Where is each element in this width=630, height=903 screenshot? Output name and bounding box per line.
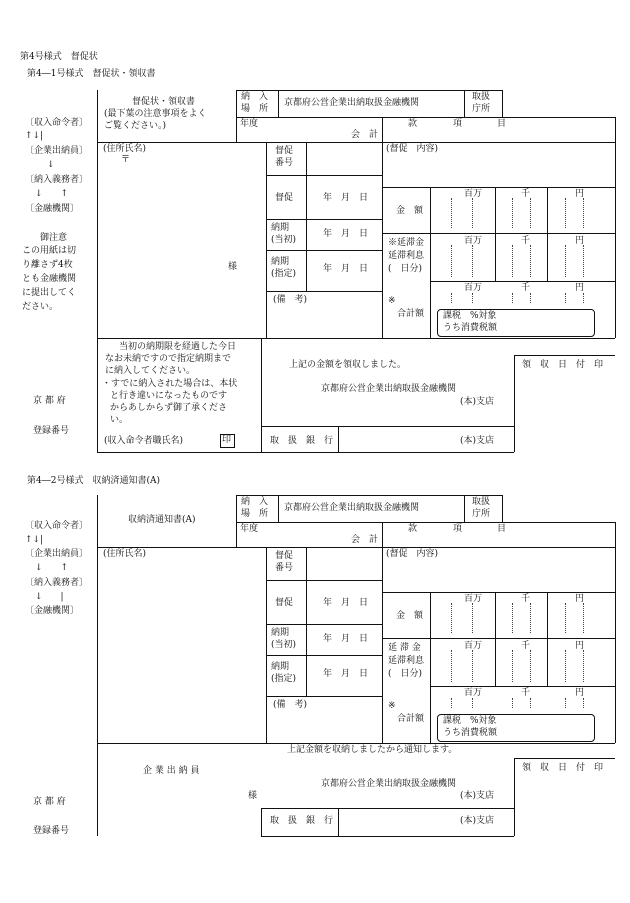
registration-number-label: 登録番号 <box>33 826 70 836</box>
form1-title-note: ご覧ください。) <box>104 121 167 131</box>
unit-million: 百万 <box>464 236 483 246</box>
due-initial-label: 納期 <box>271 628 290 638</box>
unit-yen: 円 <box>575 688 585 698</box>
tax-label: 課税 %対象 <box>443 311 497 321</box>
routing-5: 〔納入義務者〕 <box>25 175 89 185</box>
address-name-label: (住所氏名) <box>103 549 147 559</box>
prefecture-label: 京 都 府 <box>33 396 66 406</box>
unit-yen: 円 <box>575 189 585 199</box>
kou-label: 項 <box>453 119 463 129</box>
routing-3: 〔企業出納員〕 <box>25 549 89 559</box>
form2-title: 収納済通知書(A) <box>128 515 196 525</box>
branch-label: (本)支店 <box>460 397 495 407</box>
reminder-date-label: 督促 <box>275 598 294 608</box>
reminder-date-label: 督促 <box>275 193 294 203</box>
unit-thousand: 千 <box>521 236 531 246</box>
form2-subheading: 第4―2号様式 収納済通知書(A) <box>27 476 160 486</box>
delinquency-label: 延滞利息 <box>388 251 425 261</box>
note-mark: ※ <box>388 296 396 306</box>
amount-label: 金 額 <box>396 206 424 216</box>
notice-line: ・すでに納入された場合は、本状 <box>102 379 238 389</box>
note-mark: ※ <box>388 701 396 711</box>
routing-2: ↑↓| <box>25 131 44 141</box>
office-label: 取扱 <box>472 497 491 507</box>
routing-7: 〔金融機関〕 <box>25 204 80 214</box>
notice-line: なお未納ですので指定納期まで <box>105 354 232 364</box>
unit-thousand: 千 <box>521 283 531 293</box>
routing-4: ↓ <box>47 160 55 170</box>
routing-4: ↓ ↑ <box>35 563 69 573</box>
routing-6: ↓ | <box>35 592 64 602</box>
moku-label: 目 <box>497 524 507 534</box>
kan-label: 款 <box>408 119 418 129</box>
delinquency-label: 延 滞 金 <box>388 643 421 653</box>
institution-name-2: 京都府公営企業出納取扱金融機関 <box>321 779 457 789</box>
sama-label: 様 <box>228 262 238 272</box>
fiscal-year-label: 年度 <box>240 119 259 129</box>
officer-label: (収入命令者職氏名) <box>104 436 184 446</box>
routing-5: 〔納入義務者〕 <box>25 578 89 588</box>
kan-label: 款 <box>408 524 418 534</box>
office-label: 庁所 <box>472 509 491 519</box>
notice-line: からあしからず御了承くださ <box>110 403 228 413</box>
seal-label: 印 <box>222 435 232 445</box>
notify-text: 上記金額を収納しましたから通知します。 <box>287 745 458 755</box>
reminder-number-label: 番号 <box>275 158 294 168</box>
routing-3: 〔企業出納員〕 <box>25 146 89 156</box>
tax-label: うち消費税額 <box>443 728 498 738</box>
delinquency-label: 延滞利息 <box>388 656 425 666</box>
unit-million: 百万 <box>464 283 483 293</box>
caution-line: に提出してく <box>22 288 77 298</box>
routing-7: 〔金融機関〕 <box>25 606 80 616</box>
routing-1: 〔収入命令者〕 <box>25 118 89 128</box>
unit-yen: 円 <box>575 594 585 604</box>
due-specified-label: (指定) <box>271 269 297 279</box>
tax-label: 課税 %対象 <box>443 716 497 726</box>
unit-thousand: 千 <box>521 189 531 199</box>
branch-label: (本)支店 <box>460 436 495 446</box>
sama-label: 様 <box>248 791 258 801</box>
office-label: 庁所 <box>472 104 491 114</box>
unit-thousand: 千 <box>521 688 531 698</box>
form1-title: 督促状・領収書 <box>132 97 196 107</box>
remarks-label: (備 考) <box>273 295 308 305</box>
unit-yen: 円 <box>575 236 585 246</box>
routing-6: ↓ ↑ <box>35 189 69 199</box>
reminder-number-label: 督促 <box>275 551 294 561</box>
reminder-content-label: (督促 内容) <box>386 144 439 154</box>
institution-name: 京都府公営企業出納取扱金融機関 <box>284 98 420 108</box>
clerk-label: 企 業 出 納 員 <box>143 766 200 776</box>
unit-thousand: 千 <box>521 641 531 651</box>
form-heading: 第4号様式 督促状 <box>20 52 98 62</box>
routing-1: 〔収入命令者〕 <box>25 521 89 531</box>
bank-label: 取 扱 銀 行 <box>270 436 334 446</box>
reminder-content-label: (督促 内容) <box>386 549 439 559</box>
tax-label: うち消費税額 <box>443 323 498 333</box>
branch-label: (本)支店 <box>460 791 495 801</box>
caution-line: とも金融機関 <box>22 274 77 284</box>
due-initial-label: 納期 <box>271 223 290 233</box>
notice-line: い。 <box>110 415 129 425</box>
payment-place-label: 納 入 <box>241 92 269 102</box>
caution-line: ださい。 <box>22 302 59 312</box>
total-label: 合計額 <box>397 309 425 319</box>
delinquency-label: ( 日分) <box>388 264 423 274</box>
moku-label: 目 <box>497 119 507 129</box>
office-label: 取扱 <box>472 92 491 102</box>
total-label: 合計額 <box>397 714 425 724</box>
date-placeholder: 年 月 日 <box>323 598 369 608</box>
due-specified-label: (指定) <box>271 674 297 684</box>
caution-line: この用紙は切 <box>22 246 77 256</box>
form1-subheading: 第4―1号様式 督促状・領収書 <box>27 69 156 79</box>
form1-title-note: (最下葉の注意事項をよく <box>104 109 207 119</box>
branch-label: (本)支店 <box>460 816 495 826</box>
notice-line: に納入してください。 <box>105 366 196 376</box>
institution-name-2: 京都府公営企業出納取扱金融機関 <box>321 384 457 394</box>
date-stamp-label: 領 収 日 付 印 <box>522 763 604 773</box>
caution-title: 御注意 <box>40 233 68 243</box>
unit-million: 百万 <box>464 594 483 604</box>
date-placeholder: 年 月 日 <box>323 669 369 679</box>
payment-place-label: 場 所 <box>241 104 269 114</box>
account-label: 会 計 <box>351 535 379 545</box>
received-text: 上記の金額を領収しました。 <box>289 360 407 370</box>
postal-mark: 〒 <box>121 155 131 165</box>
notice-line: と行き違いになったものです <box>110 391 228 401</box>
date-placeholder: 年 月 日 <box>323 193 369 203</box>
fiscal-year-label: 年度 <box>240 524 259 534</box>
reminder-number-label: 番号 <box>275 563 294 573</box>
notice-line: 当初の納期限を経過した今日 <box>119 342 237 352</box>
unit-million: 百万 <box>464 641 483 651</box>
institution-name: 京都府公営企業出納取扱金融機関 <box>284 503 420 513</box>
unit-thousand: 千 <box>521 594 531 604</box>
kou-label: 項 <box>453 524 463 534</box>
due-initial-label: (当初) <box>271 235 297 245</box>
bank-label: 取 扱 銀 行 <box>270 816 334 826</box>
unit-million: 百万 <box>464 189 483 199</box>
date-placeholder: 年 月 日 <box>323 229 369 239</box>
routing-2: ↑↓| <box>25 535 44 545</box>
registration-number-label: 登録番号 <box>33 426 70 436</box>
caution-line: り離さず4枚 <box>22 260 73 270</box>
date-stamp-label: 領 収 日 付 印 <box>522 360 604 370</box>
account-label: 会 計 <box>351 130 379 140</box>
reminder-number-label: 督促 <box>275 146 294 156</box>
prefecture-label: 京 都 府 <box>33 797 66 807</box>
date-placeholder: 年 月 日 <box>323 264 369 274</box>
date-placeholder: 年 月 日 <box>323 634 369 644</box>
address-name-label: (住所氏名) <box>103 144 147 154</box>
due-specified-label: 納期 <box>271 662 290 672</box>
unit-yen: 円 <box>575 641 585 651</box>
due-initial-label: (当初) <box>271 640 297 650</box>
remarks-label: (備 考) <box>273 700 308 710</box>
payment-place-label: 場 所 <box>241 509 269 519</box>
delinquency-label: ( 日分) <box>388 669 423 679</box>
amount-label: 金 額 <box>396 611 424 621</box>
due-specified-label: 納期 <box>271 257 290 267</box>
unit-yen: 円 <box>575 283 585 293</box>
payment-place-label: 納 入 <box>241 497 269 507</box>
unit-million: 百万 <box>464 688 483 698</box>
delinquency-label: ※延滞金 <box>388 238 425 248</box>
